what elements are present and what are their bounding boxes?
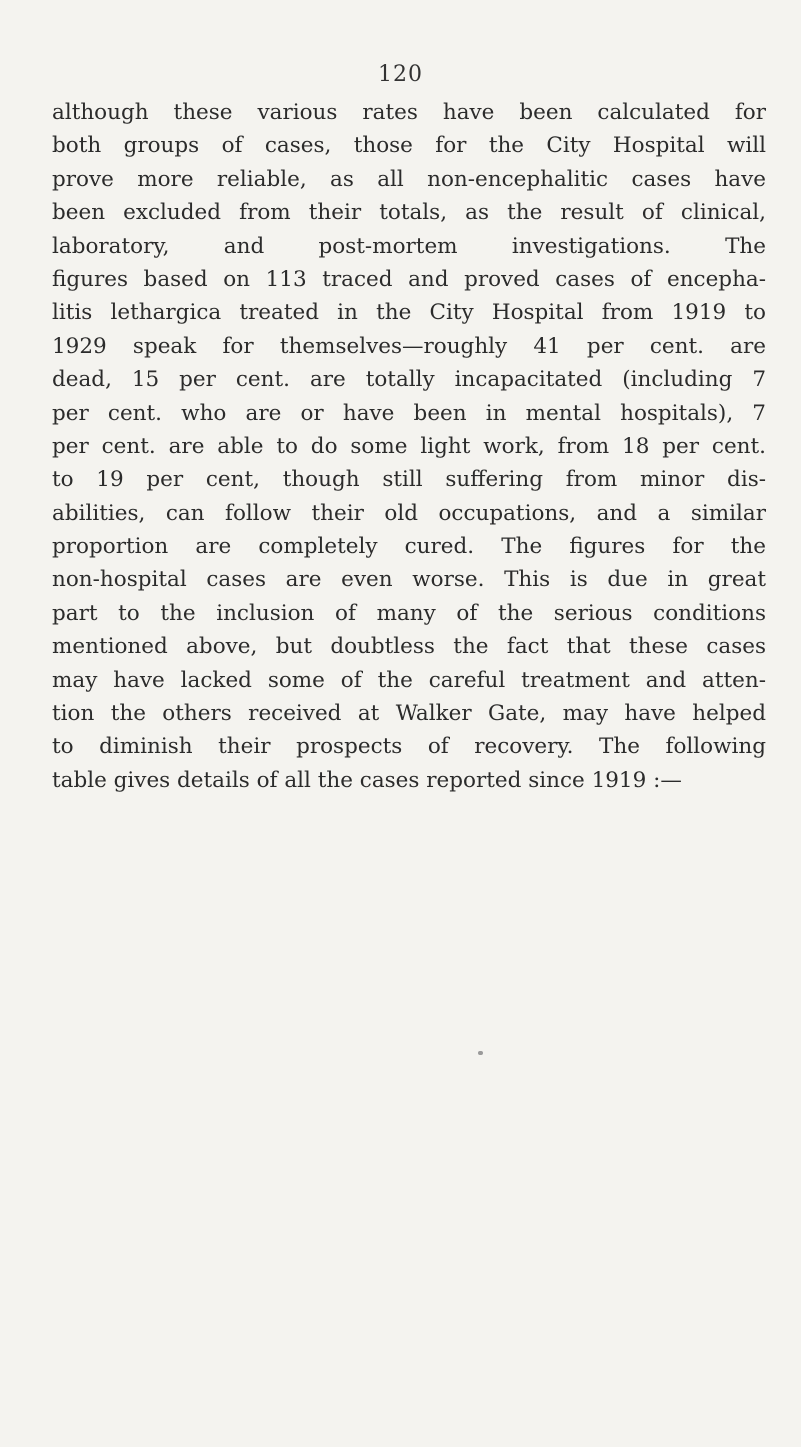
text-line: 1929 speak for themselves—roughly 41 per cent. are xyxy=(52,333,766,359)
text-line: litis lethargica treated in the City Hospital from 1919 to xyxy=(52,300,766,326)
text-line: to 19 per cent, though still suffering from minor dis- xyxy=(52,467,766,493)
page-number: 120 xyxy=(378,62,423,87)
text-line: table gives details of all the cases reported since 1919 :— xyxy=(52,767,682,793)
text-line: mentioned above, but doubtless the fact that these cases xyxy=(52,634,766,660)
text-line: dead, 15 per cent. are totally incapacitated (including 7 xyxy=(52,367,766,393)
text-line: although these various rates have been calculated for xyxy=(52,100,766,125)
text-line: figures based on 113 traced and proved cases of encepha- xyxy=(52,266,766,292)
text-line: abilities, can follow their old occupations, and a similar xyxy=(52,500,766,526)
text-line: per cent. are able to do some light work, from 18 per cent. xyxy=(52,433,766,459)
text-line: both groups of cases, those for the City Hospital will xyxy=(52,133,766,159)
text-line: proportion are completely cured. The figures for the xyxy=(52,534,766,560)
text-line: may have lacked some of the careful treatment and atten- xyxy=(52,667,766,693)
text-line: per cent. who are or have been in mental hospitals), 7 xyxy=(52,400,766,426)
text-line: to diminish their prospects of recovery. The following xyxy=(52,734,766,760)
text-line: part to the inclusion of many of the serious conditions xyxy=(52,600,766,626)
text-line: non-hospital cases are even worse. This is due in great xyxy=(52,567,766,593)
body-paragraph xyxy=(52,96,766,797)
text-line: laboratory, and post-mortem investigations. The xyxy=(52,233,766,259)
text-line: prove more reliable, as all non-encephalitic cases have xyxy=(52,166,766,192)
text-line: been excluded from their totals, as the result of clinical, xyxy=(52,200,766,226)
text-line: tion the others received at Walker Gate, may have helped xyxy=(52,701,766,727)
ink-speck xyxy=(478,1051,483,1055)
